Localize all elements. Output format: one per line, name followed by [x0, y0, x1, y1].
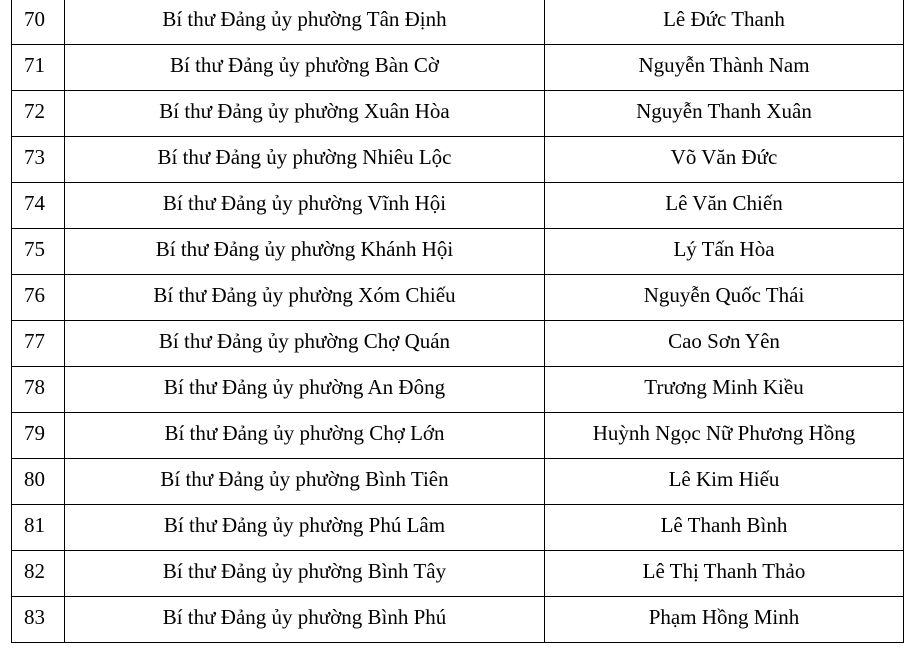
- position-title: Bí thư Đảng ủy phường An Đông: [65, 367, 545, 413]
- row-number: 75: [12, 229, 65, 275]
- position-title: Bí thư Đảng ủy phường Xuân Hòa: [65, 91, 545, 137]
- position-title: Bí thư Đảng ủy phường Vĩnh Hội: [65, 183, 545, 229]
- table-row: [12, 505, 904, 551]
- table-row: [12, 367, 904, 413]
- person-name: Phạm Hồng Minh: [545, 597, 904, 643]
- row-number: 74: [12, 183, 65, 229]
- table-row: [12, 413, 904, 459]
- table-row: [12, 183, 904, 229]
- position-title: Bí thư Đảng ủy phường Chợ Lớn: [65, 413, 545, 459]
- person-name: Cao Sơn Yên: [545, 321, 904, 367]
- person-name: Lê Kim Hiếu: [545, 459, 904, 505]
- person-name: Võ Văn Đức: [545, 137, 904, 183]
- person-name: Lý Tấn Hòa: [545, 229, 904, 275]
- person-name: Nguyễn Quốc Thái: [545, 275, 904, 321]
- position-title: Bí thư Đảng ủy phường Nhiêu Lộc: [65, 137, 545, 183]
- table-row: [12, 0, 904, 45]
- table-body: [12, 0, 904, 643]
- position-title: Bí thư Đảng ủy phường Xóm Chiếu: [65, 275, 545, 321]
- table-row: [12, 275, 904, 321]
- row-number: 79: [12, 413, 65, 459]
- row-number: 77: [12, 321, 65, 367]
- table-row: [12, 91, 904, 137]
- row-number: 73: [12, 137, 65, 183]
- row-number: 71: [12, 45, 65, 91]
- position-title: Bí thư Đảng ủy phường Khánh Hội: [65, 229, 545, 275]
- table-row: [12, 229, 904, 275]
- person-name: Nguyễn Thanh Xuân: [545, 91, 904, 137]
- row-number: 72: [12, 91, 65, 137]
- row-number: 81: [12, 505, 65, 551]
- position-title: Bí thư Đảng ủy phường Bình Tây: [65, 551, 545, 597]
- position-title: Bí thư Đảng ủy phường Bình Tiên: [65, 459, 545, 505]
- person-name: Trương Minh Kiều: [545, 367, 904, 413]
- person-name: Lê Thanh Bình: [545, 505, 904, 551]
- table-row: [12, 321, 904, 367]
- row-number: 76: [12, 275, 65, 321]
- position-title: Bí thư Đảng ủy phường Bàn Cờ: [65, 45, 545, 91]
- personnel-table: [11, 0, 904, 643]
- position-title: Bí thư Đảng ủy phường Tân Định: [65, 0, 545, 45]
- row-number: 70: [12, 0, 65, 45]
- table-row: [12, 45, 904, 91]
- person-name: Huỳnh Ngọc Nữ Phương Hồng: [545, 413, 904, 459]
- position-title: Bí thư Đảng ủy phường Chợ Quán: [65, 321, 545, 367]
- table-row: [12, 597, 904, 643]
- table-row: [12, 137, 904, 183]
- row-number: 82: [12, 551, 65, 597]
- position-title: Bí thư Đảng ủy phường Bình Phú: [65, 597, 545, 643]
- row-number: 83: [12, 597, 65, 643]
- position-title: Bí thư Đảng ủy phường Phú Lâm: [65, 505, 545, 551]
- row-number: 80: [12, 459, 65, 505]
- person-name: Lê Văn Chiến: [545, 183, 904, 229]
- person-name: Lê Đức Thanh: [545, 0, 904, 45]
- table-row: [12, 551, 904, 597]
- person-name: Nguyễn Thành Nam: [545, 45, 904, 91]
- row-number: 78: [12, 367, 65, 413]
- person-name: Lê Thị Thanh Thảo: [545, 551, 904, 597]
- table-row: [12, 459, 904, 505]
